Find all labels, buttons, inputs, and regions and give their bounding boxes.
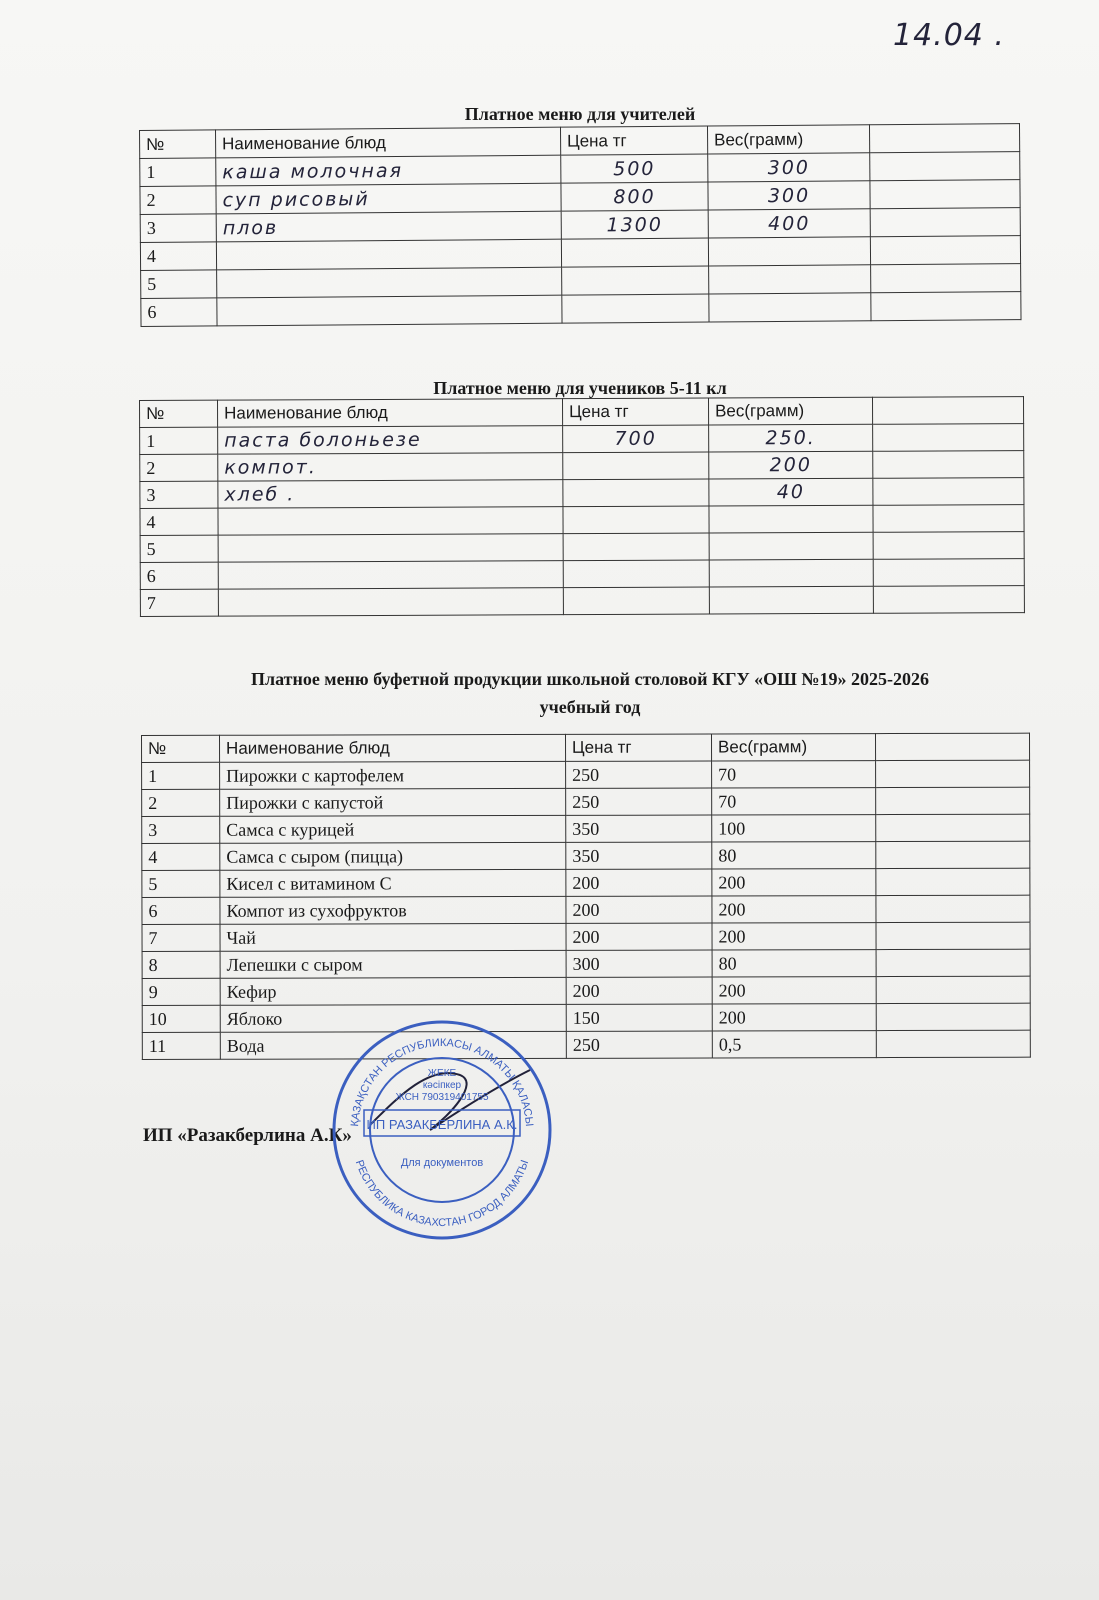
column-header	[869, 124, 1019, 153]
table-cell	[708, 237, 870, 266]
column-header: Вес(грамм)	[707, 125, 869, 154]
table-cell	[873, 478, 1024, 506]
table-cell: 2	[140, 186, 216, 215]
table-row	[142, 814, 1030, 843]
table-cell: 200	[566, 869, 712, 896]
column-header: Наименование блюд	[216, 127, 561, 158]
table-cell: 70	[712, 761, 876, 788]
table-cell: 10	[142, 1005, 220, 1032]
teachers-menu-table	[139, 123, 1022, 327]
table-cell: 40	[709, 478, 873, 506]
table-cell: 4	[140, 508, 218, 535]
table-cell	[873, 424, 1024, 452]
table-cell: 7	[140, 589, 218, 616]
students-menu-body	[140, 397, 1025, 617]
table-cell: 1	[140, 158, 216, 187]
table-cell	[563, 533, 709, 561]
table-cell	[216, 239, 561, 270]
table-cell: 200	[712, 869, 876, 896]
table-row	[142, 922, 1030, 951]
table-row	[142, 895, 1030, 924]
table-cell	[876, 922, 1030, 949]
table-cell: паста болоньезе	[218, 426, 563, 455]
table-cell	[876, 814, 1030, 841]
teachers-menu-body	[140, 124, 1022, 327]
table-cell	[876, 895, 1030, 922]
table-cell: Лепешки с сыром	[220, 950, 566, 978]
table-cell: 70	[712, 788, 876, 815]
stamp-line3: ЖСН 790319401755	[395, 1092, 489, 1103]
table-cell: хлеб .	[218, 480, 563, 509]
table-cell: 250.	[709, 424, 873, 452]
table-cell: Самса с курицей	[220, 815, 566, 843]
table-cell	[709, 293, 871, 322]
table-cell	[876, 787, 1030, 814]
table-cell	[563, 452, 709, 480]
table-cell: 3	[140, 481, 218, 508]
table-cell: 200	[709, 451, 873, 479]
table-cell	[709, 559, 873, 587]
buffet-menu-title-line1: Платное меню буфетной продукции школьной столовой КГУ «ОШ №19» 2025-2026	[250, 669, 930, 689]
table-cell: 300	[566, 950, 712, 977]
table-cell: Кефир	[220, 977, 566, 1005]
table-cell: 400	[708, 209, 870, 238]
table-cell: 200	[566, 923, 712, 950]
table-cell: 200	[712, 1004, 876, 1031]
stamp-line1: ЖЕКЕ	[427, 1068, 457, 1079]
students-menu-table	[139, 396, 1025, 617]
teachers-menu-title: Платное меню для учителей	[464, 104, 696, 124]
table-cell: 200	[712, 977, 876, 1004]
column-header: Цена тг	[565, 734, 711, 761]
table-row	[140, 505, 1024, 536]
table-cell: 80	[712, 950, 876, 977]
table-cell	[876, 976, 1030, 1003]
table-cell	[876, 1030, 1030, 1057]
buffet-menu-title	[140, 665, 1040, 721]
table-cell: 800	[561, 182, 708, 211]
column-header	[875, 733, 1029, 760]
table-cell: 7	[142, 924, 220, 951]
table-row	[142, 976, 1030, 1005]
table-cell	[561, 238, 708, 267]
table-cell: Яблоко	[220, 1004, 566, 1032]
table-cell	[562, 294, 709, 323]
buffet-menu-title-line2: учебный год	[539, 697, 641, 717]
table-cell: 300	[708, 181, 870, 210]
table-cell: Вода	[220, 1031, 566, 1059]
column-header: Цена тг	[560, 126, 707, 155]
table-cell	[709, 265, 871, 294]
column-header: Вес(грамм)	[711, 734, 875, 761]
table-cell	[218, 561, 563, 590]
table-cell	[218, 534, 563, 563]
table-cell: компот.	[218, 453, 563, 482]
table-row	[140, 424, 1024, 455]
table-row	[142, 787, 1030, 816]
table-cell: 700	[563, 425, 709, 453]
table-row	[142, 949, 1030, 978]
table-cell	[709, 532, 873, 560]
table-cell	[873, 559, 1024, 587]
table-cell	[709, 505, 873, 533]
table-cell	[873, 532, 1024, 560]
table-cell	[870, 152, 1020, 181]
table-cell: 11	[142, 1032, 220, 1059]
table-cell: 5	[142, 870, 220, 897]
table-cell: 3	[140, 214, 216, 243]
table-cell	[870, 208, 1020, 237]
stamp-outer-top-text: ҚАЗАҚСТАН РЕСПУБЛИКАСЫ АЛМАТЫ ҚАЛАСЫ	[349, 1036, 536, 1127]
stamp-bottom-text: Для документов	[400, 1157, 484, 1169]
table-cell: 500	[561, 154, 708, 183]
table-row	[140, 586, 1024, 617]
table-row	[140, 559, 1024, 590]
column-header: Наименование блюд	[218, 399, 563, 428]
table-cell: 300	[708, 153, 870, 182]
table-cell: Чай	[220, 923, 566, 951]
table-header-row	[142, 733, 1030, 762]
table-cell	[218, 507, 563, 536]
table-cell	[563, 560, 709, 588]
table-cell: 350	[566, 842, 712, 869]
table-cell: Компот из сухофруктов	[220, 896, 566, 924]
table-cell	[562, 266, 709, 295]
buffet-menu-body	[142, 733, 1031, 1059]
table-cell: 200	[712, 923, 876, 950]
table-cell: Пирожки с картофелем	[220, 761, 566, 789]
table-cell: 5	[141, 270, 217, 299]
table-cell: 80	[712, 842, 876, 869]
table-cell	[563, 587, 709, 615]
column-header: №	[140, 130, 216, 159]
table-cell: 6	[142, 897, 220, 924]
stamp-outer-bottom-text: РЕСПУБЛИКА КАЗАХСТАН ГОРОД АЛМАТЫ	[352, 1158, 532, 1230]
table-cell: 2	[142, 789, 220, 816]
students-menu-title: Платное меню для учеников 5-11 кл	[433, 378, 727, 398]
column-header: Цена тг	[562, 398, 708, 426]
table-row	[142, 1003, 1030, 1032]
round-stamp	[330, 1018, 555, 1243]
column-header: №	[142, 735, 220, 762]
table-cell	[871, 292, 1021, 321]
table-cell	[870, 236, 1020, 265]
table-cell: 2	[140, 454, 218, 481]
table-cell: 200	[566, 896, 712, 923]
column-header: Наименование блюд	[220, 734, 566, 762]
table-cell	[217, 267, 562, 298]
table-cell: 150	[566, 1004, 712, 1031]
table-cell: 1	[142, 762, 220, 789]
column-header: №	[140, 400, 218, 427]
table-row	[140, 532, 1024, 563]
table-row	[140, 478, 1024, 509]
table-cell	[873, 586, 1024, 614]
column-header: Вес(грамм)	[708, 397, 872, 425]
table-cell: 3	[142, 816, 220, 843]
table-cell: 100	[712, 815, 876, 842]
table-cell	[218, 588, 563, 617]
table-cell	[873, 505, 1024, 533]
column-header	[872, 397, 1023, 425]
stamp-line2: кәсіпкер	[422, 1080, 462, 1091]
table-cell: 6	[140, 562, 218, 589]
table-cell: 4	[140, 242, 216, 271]
handwritten-date: 14.04 .	[893, 18, 1005, 53]
table-cell	[873, 451, 1024, 479]
table-cell: 250	[566, 761, 712, 788]
table-cell	[709, 586, 873, 614]
table-cell: 5	[140, 535, 218, 562]
table-cell: 250	[566, 1031, 712, 1058]
table-cell: 1300	[561, 210, 708, 239]
table-cell: 8	[142, 951, 220, 978]
table-header-row	[140, 397, 1024, 428]
table-row	[140, 451, 1024, 482]
table-cell: 1	[140, 427, 218, 454]
table-cell	[876, 1003, 1030, 1030]
buffet-menu-table	[141, 733, 1031, 1060]
table-cell	[563, 479, 709, 507]
table-cell: суп рисовый	[216, 183, 561, 214]
table-cell	[876, 760, 1030, 787]
table-cell: Кисел с витамином С	[220, 869, 566, 897]
table-cell	[217, 295, 562, 326]
stamp-center-text: ИП РАЗАКБЕРЛИНА А.К.	[366, 1117, 518, 1132]
table-cell	[870, 180, 1020, 209]
table-cell: Пирожки с капустой	[220, 788, 566, 816]
table-cell: плов	[216, 211, 561, 242]
table-cell	[871, 264, 1021, 293]
table-cell	[563, 506, 709, 534]
table-cell: 4	[142, 843, 220, 870]
table-cell: 350	[566, 815, 712, 842]
table-cell: 250	[566, 788, 712, 815]
table-cell: 200	[566, 977, 712, 1004]
table-cell: Самса с сыром (пицца)	[220, 842, 566, 870]
table-row	[142, 868, 1030, 897]
table-cell	[876, 841, 1030, 868]
table-cell: 6	[141, 298, 217, 327]
table-cell: 200	[712, 896, 876, 923]
table-cell: 9	[142, 978, 220, 1005]
table-cell: 0,5	[712, 1031, 876, 1058]
table-row	[142, 760, 1030, 789]
table-cell: каша молочная	[216, 155, 561, 186]
table-cell	[876, 868, 1030, 895]
table-cell	[876, 949, 1030, 976]
entrepreneur-signature-line: ИП «Разакберлина А.К»	[143, 1125, 352, 1146]
table-row	[142, 841, 1030, 870]
table-row	[142, 1030, 1030, 1059]
